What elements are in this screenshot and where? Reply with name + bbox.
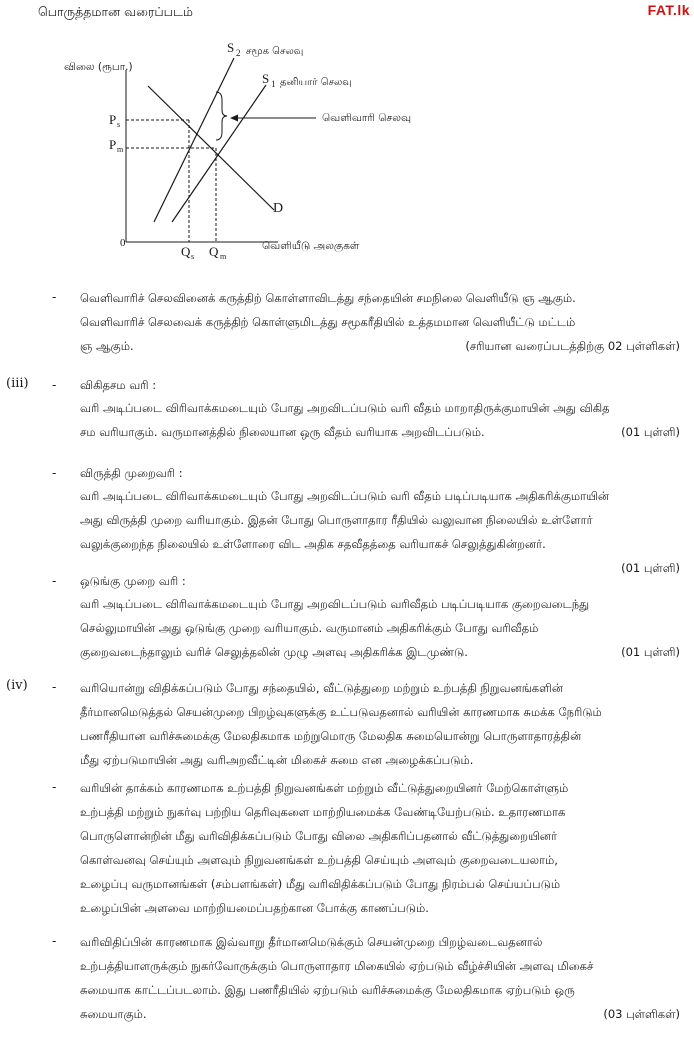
text-line: வரி அடிப்படை விரிவாக்கமடையும் போது அறவிடப்படும் வரிவீதம் படிப்படியாக குறைவடைந்து <box>80 597 590 611</box>
bullet-dash: - <box>52 574 57 588</box>
text-line: வலுக்குறைந்த நிலையில் உள்ளோரை விட அதிக சதவீதத்தை வரியாகச் செலுத்துகின்றனர். <box>80 537 546 551</box>
marks-label: (01 புள்ளி) <box>621 645 680 659</box>
tax-impact-explanation <box>80 776 680 920</box>
text-line-with-marks <box>80 1002 680 1026</box>
y-axis-label: விலை (ரூபா.) <box>64 61 133 73</box>
text-line: வரி அடிப்படை விரிவாக்கமடையும் போது அறவிடப்படும் வரி வீதம் படிப்படியாக அதிகரிக்குமாயின் <box>80 489 610 503</box>
ps-subscript: s <box>117 120 121 129</box>
text-line: வெளிவாரிச் செலவினைக் கருத்திற் கொள்ளாவிடத்து சந்தையின் சமநிலை வெளியீடு ஞ ஆகும். <box>80 291 576 305</box>
qs-label: Q <box>181 244 191 259</box>
origin-label: 0 <box>120 237 126 249</box>
bullet-dash: - <box>52 378 57 392</box>
diagram-title: பொருத்தமான வரைப்படம் <box>38 4 193 19</box>
text-line: உற்பத்தி மற்றும் நுகர்வு பற்றிய தெரிவுகளை மாற்றியமைக்க வேண்டியேற்படும். உதாரணமாக <box>80 805 566 819</box>
externality-diagram <box>60 30 440 260</box>
s1-private-cost-curve <box>172 85 266 222</box>
text-line: வரி அடிப்படை விரிவாக்கமடையும் போது அறவிடப்படும் வரி வீதம் மாறாதிருக்குமாயின் அது விகித <box>80 401 610 415</box>
text-line: வெளிவாரிச் செலவைக் கருத்திற் கொள்ளுமிடத்து சமூகரீதியில் உத்தமமான வெளியீட்டு மட்டம் <box>80 315 576 329</box>
text-line: ஞ ஆகும். <box>80 339 134 353</box>
s2-subscript: 2 <box>236 48 241 58</box>
text-line: உழைப்பின் அளவை மாற்றியமைப்பதற்கான போக்கு காணப்படும். <box>80 901 429 915</box>
marks-label: (03 புள்ளிகள்) <box>603 1007 680 1021</box>
s2-label: S <box>227 40 235 55</box>
welfare-loss-explanation <box>80 930 680 1026</box>
text-line: சுமையாக காட்டப்படலாம். இது பணரீதியில் ஏற்படும் வரிச்சுமைக்கு மேலதிகமாக ஏற்படும் ஒரு <box>80 983 575 997</box>
progressive-tax-block <box>80 462 680 580</box>
qm-subscript: m <box>220 252 227 260</box>
proportional-tax-heading: விகிதசம வரி : <box>80 378 157 392</box>
bullet-dash: - <box>52 290 57 304</box>
pm-label: P <box>109 137 117 152</box>
marks-label: (சரியான வரைப்படத்திற்கு 02 புள்ளிகள்) <box>465 339 680 353</box>
regressive-tax-block <box>80 570 680 664</box>
s2-social-cost-curve <box>154 58 234 222</box>
text-line: வரியொன்று விதிக்கப்படும் போது சந்தையில், வீட்டுத்துறை மற்றும் உற்பத்தி நிறுவனங்களின் <box>80 681 563 695</box>
text-line: குறைவடைந்தாலும் வரிச் செலுத்தலின் முழு அளவு அதிகரிக்க இடமுண்டு. <box>80 645 468 659</box>
proportional-tax-block <box>80 374 680 444</box>
text-line: பொருளொன்றின் மீது வரிவிதிக்கப்படும் போது விலை அதிகரிப்பதனால் வீட்டுத்துறையினர் <box>80 829 557 843</box>
s1-subscript: 1 <box>271 79 276 89</box>
text-line: சுமையாகும். <box>80 1007 147 1021</box>
regressive-tax-heading: ஒடுங்கு முறை வரி : <box>80 574 186 588</box>
arrow-head <box>230 115 238 122</box>
progressive-tax-heading: விருத்தி முறைவரி : <box>80 466 183 480</box>
text-line: அது விருத்தி முறை வரியாகும். இதன் போது பொருளாதார ரீதியில் வலுவான நிலையில் உள்ளோர் <box>80 513 593 527</box>
text-line: சம வரியாகும். வருமானத்தில் நிலையான ஒரு வீதம் வரியாக அறவிடப்படும். <box>80 425 485 439</box>
s2-description: சமூக செலவு <box>246 46 304 57</box>
s1-label: S <box>262 71 270 86</box>
text-line: பணரீதியான வரிச்சுமைக்கு மேலதிகமாக மற்றுமொரு மேலதிக சுமையொன்று பொருளாதாரத்தின் <box>80 729 582 743</box>
text-line: கொள்வனவு செய்யும் அளவும் நிறுவனங்கள் உற்பத்தி செய்யும் அளவும் குறைவடையலாம், <box>80 853 558 867</box>
bullet-dash: - <box>52 780 57 794</box>
bullet-dash: - <box>52 680 57 694</box>
demand-label: D <box>273 201 284 216</box>
text-line: உழைப்பு வருமானங்கள் (சம்பளங்கள்) மீது வரிவிதிக்கப்படும் போது நிரம்பல் செய்யப்படும் <box>80 877 561 891</box>
excess-burden-definition <box>80 676 680 772</box>
text-line: வரியின் தாக்கம் காரணமாக உற்பத்தி நிறுவனங்கள் மற்றும் வீட்டுத்துறையினர் மேற்கொள்ளும் <box>80 781 569 795</box>
text-line: செல்லுமாயின் அது ஒடுங்கு முறை வரியாகும். வருமானம் அதிகரிக்கும் போது வரிவீதம் <box>80 621 539 635</box>
section-number-iv: (iv) <box>6 678 28 693</box>
bullet-dash: - <box>52 466 57 480</box>
text-line: உற்பத்தியாளருக்கும் நுகர்வோருக்கும் பொருளாதார மிகையில் ஏற்படும் வீழ்ச்சியின் அளவு மிகைச் <box>80 959 594 973</box>
equilibrium-explanation <box>80 286 680 358</box>
ps-label: P <box>109 112 117 127</box>
text-line: மீது ஏற்படுமாயின் அது வரிஅறவீட்டின் மிகைச் சுமை என அழைக்கப்படும். <box>80 753 474 767</box>
qs-subscript: s <box>191 252 195 260</box>
bullet-dash: - <box>52 934 57 948</box>
x-axis-label: வெளியீடு அலகுகள் <box>262 240 360 252</box>
text-line-with-marks <box>80 420 680 444</box>
pm-subscript: m <box>117 145 124 154</box>
text-line-with-marks <box>80 640 680 664</box>
s1-description: தனியார் செலவு <box>280 77 352 88</box>
site-watermark: FAT.lk <box>647 2 690 18</box>
marks-label: (01 புள்ளி) <box>621 561 680 575</box>
external-cost-label: வெளிவாரி செலவு <box>322 112 412 124</box>
qm-label: Q <box>209 244 219 259</box>
text-line: வரிவிதிப்பின் காரணமாக இவ்வாறு தீர்மானமெடுக்கும் செயன்முறை பிறழ்வடைவதனால் <box>80 935 543 949</box>
text-line-with-marks <box>80 334 680 358</box>
marks-label: (01 புள்ளி) <box>621 425 680 439</box>
text-line: தீர்மானமெடுத்தல் செயன்முறை பிறழ்வுகளுக்கு உட்படுவதனால் வரியின் காரணமாக சுமக்க நேரிடும் <box>80 705 602 719</box>
section-number-iii: (iii) <box>6 376 29 391</box>
external-cost-brace <box>216 92 227 140</box>
